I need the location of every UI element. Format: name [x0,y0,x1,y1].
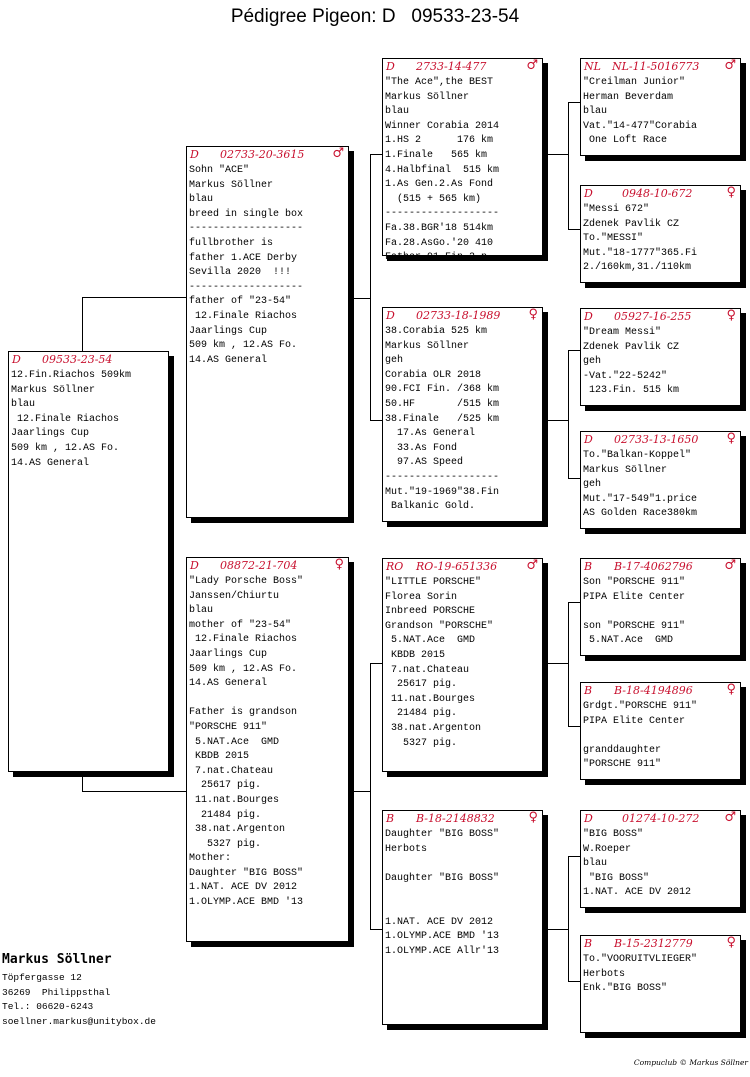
male-icon: ♂ [724,58,736,73]
country-code: D [584,310,593,323]
detail-line [385,901,540,916]
detail-line: "Lady Porsche Boss" [189,576,304,587]
detail-line: 14.AS General [189,354,268,366]
detail-line: 123.Fin. 515 km [583,385,680,397]
detail-line: Zdenek Pavlik CZ [583,341,680,353]
connector-line [82,297,83,353]
owner-address-line: Töpfergasse 12 [2,972,82,983]
connector-line [545,154,568,155]
detail-line: 1.NAT. ACE DV 2012 [385,916,494,928]
detail-line: 509 km , 12.AS Fo. [189,340,298,352]
detail-line: Enk."BIG BOSS" [583,983,668,995]
detail-line: PIPA Elite Center [583,591,686,603]
detail-line: blau [189,194,214,206]
detail-line [583,729,738,744]
pigeon-details [583,76,738,149]
ring-number: 02733-18-1989 [416,309,501,322]
detail-line: 12.Finale Riachos [11,413,120,425]
detail-line: W.Roeper [583,843,632,855]
detail-line: 11.nat.Bourges [189,794,280,806]
detail-line: 97.AS Speed [385,457,464,469]
detail-line: ------------------- [189,223,304,235]
pigeon-details [583,326,738,399]
detail-line: To."VOORUITVLIEGER" [583,954,698,965]
detail-line: 38.nat.Argenton [385,722,482,734]
detail-line: 14.AS General [189,678,268,690]
detail-line: breed in single box [189,208,304,220]
pigeon-details [189,575,346,911]
country-code: D [584,433,593,446]
detail-line: Mut."18-1777"365.Fi [583,247,698,259]
detail-line: Inbreed PORSCHE [385,606,476,618]
pigeon-details [583,449,738,522]
detail-line: 509 km , 12.AS Fo. [189,663,298,675]
detail-line: Balkanic Gold. [385,501,476,513]
detail-line: Grandson "PORSCHE" [385,620,494,632]
detail-line: Markus Söllner [189,179,274,191]
detail-line: 14.AS General [11,457,90,469]
detail-line: To."MESSI" [583,233,644,245]
male-icon: ♂ [526,58,538,73]
ring-header [584,559,736,574]
ring-header [584,186,736,201]
detail-line: (515 + 565 km) [385,193,482,205]
detail-line: 2./160km,31./110km [583,262,692,274]
detail-line: ------------------- [385,208,500,220]
ring-header [190,558,344,573]
ring-header [386,811,538,826]
detail-line: KBDB 2015 [385,649,446,661]
detail-line: One Loft Race [583,135,668,147]
owner-address-line: Tel.: 06620-6243 [2,1001,94,1012]
detail-line: blau [385,106,410,118]
connector-line [568,102,569,229]
detail-line: Jaarlings Cup [11,428,90,440]
pigeon-details [385,828,540,959]
detail-line: Vat."14-477"Corabia [583,120,698,132]
pigeon-card-dds [580,810,741,908]
pigeon-card-ddd [580,935,741,1033]
female-icon: ♀ [726,935,736,950]
connector-line [568,602,569,726]
detail-line [385,857,540,872]
connector-line [370,154,371,420]
ring-number: 08872-21-704 [220,559,298,572]
detail-line: 509 km , 12.AS Fo. [11,442,120,454]
detail-line: 7.nat.Chateau [189,765,274,777]
detail-line: Jaarlings Cup [189,648,268,660]
country-code: B [584,937,593,950]
pigeon-card-dam-sire [382,558,543,772]
country-code: D [190,559,199,572]
female-icon: ♀ [334,557,344,572]
detail-line: fullbrother is [189,237,274,249]
male-icon: ♂ [724,810,736,825]
ring-header [584,683,736,698]
female-icon: ♀ [528,307,538,322]
ring-number: 01274-10-272 [622,812,700,825]
detail-line: Fa.38.BGR'18 514km [385,222,494,234]
country-code: RO [386,560,404,573]
page-title: Pédigree Pigeon: D 09533-23-54 [230,6,520,27]
male-icon: ♂ [526,558,538,573]
detail-line: 7.nat.Chateau [385,664,470,676]
connector-line [348,791,370,792]
detail-line: 12.Finale Riachos [189,634,298,646]
detail-line: 25617 pig. [189,780,262,792]
ring-header [386,59,538,74]
pigeon-details [11,369,166,471]
ring-number: 02733-13-1650 [614,433,699,446]
detail-line: Herbots [583,968,626,980]
detail-line: 11.nat.Bourges [385,693,476,705]
country-code: D [584,812,593,825]
female-icon: ♀ [726,682,736,697]
country-code: D [12,353,21,366]
ring-number: B-17-4062796 [614,560,693,573]
detail-line: "Dream Messi" [583,327,662,338]
detail-line: blau [583,106,608,118]
detail-line: Mother: [189,853,232,865]
detail-line: 5327 pig. [385,737,458,749]
detail-line: To."Balkan-Koppel" [583,450,692,461]
pigeon-card-sire-sire [382,58,543,264]
detail-line: geh [385,355,404,367]
detail-line: "BIG BOSS" [583,829,644,840]
pigeon-details [385,325,540,515]
detail-line: Jaarlings Cup [189,325,268,337]
detail-line: 12.Finale Riachos [189,310,298,322]
detail-line: 5327 pig. [189,838,262,850]
pigeon-card-ssd [580,185,741,283]
detail-line: 38.Finale /525 km [385,413,500,425]
pigeon-card-sire-dam [382,307,543,522]
ring-number: 02733-20-3615 [220,148,305,161]
detail-line: -Vat."22-5242" [583,370,668,382]
ring-number: 09533-23-54 [42,353,113,366]
detail-line: Zdenek Pavlik CZ [583,218,680,230]
pigeon-details [583,828,738,901]
pigeon-card-dam-dam [382,810,543,1025]
detail-line [583,605,738,620]
detail-line: 90.FCI Fin. /368 km [385,384,500,396]
pigeon-details [385,76,540,266]
detail-line: Sevilla 2020 !!! [189,267,292,279]
detail-line: Markus Söllner [11,384,96,396]
country-code: B [386,812,395,825]
detail-line: Herbots [385,843,428,855]
owner-block [2,952,156,1029]
connector-line [545,663,568,664]
pigeon-details [583,203,738,276]
owner-address-line: 36269 Philippsthal [2,986,111,998]
detail-line: 21484 pig. [385,708,458,720]
detail-line: 5.NAT.Ace GMD [189,736,280,748]
detail-line: 33.As Fond [385,442,458,454]
ring-header [584,432,736,447]
ring-header [190,147,344,162]
detail-line [385,886,540,901]
connector-line [348,298,370,299]
detail-line: ------------------- [189,281,304,293]
male-icon: ♂ [332,146,344,161]
detail-line: 1.OLYMP.ACE BMD '13 [385,931,500,943]
pigeon-card-dsd [580,682,741,780]
detail-line: 4.Halbfinal 515 km [385,164,500,176]
detail-line: blau [189,605,214,617]
detail-line: 17.As General [385,428,476,440]
detail-line: mother of "23-54" [189,619,292,631]
ring-number: 05927-16-255 [614,310,692,323]
detail-line: father of "23-54" [189,296,292,308]
owner-name: Markus Söllner [2,952,112,967]
ring-header [12,352,164,367]
ring-header [584,936,736,951]
detail-line: geh [583,356,602,368]
detail-line: granddaughter [583,744,662,756]
ring-header [386,308,538,323]
detail-line: Herman Beverdam [583,91,674,103]
pigeon-details [583,700,738,773]
connector-line [568,856,569,981]
detail-line [189,692,346,707]
pigeon-card-sss [580,58,741,156]
detail-line: 5.NAT.Ace GMD [385,635,476,647]
detail-line: Markus Söllner [385,340,470,352]
detail-line: Son "PORSCHE 911" [583,577,686,588]
detail-line: geh [583,479,602,491]
detail-line: 38.nat.Argenton [189,824,286,836]
detail-line: Markus Söllner [583,464,668,476]
detail-line: father 1.ACE Derby [189,252,298,264]
detail-line: "BIG BOSS" [583,872,650,884]
pigeon-details [583,953,738,997]
ring-number: B-15-2312779 [614,937,693,950]
detail-line: Daughter "BIG BOSS" [385,872,500,884]
detail-line: 5.NAT.Ace GMD [583,635,674,647]
detail-line: KBDB 2015 [189,751,250,763]
female-icon: ♀ [726,308,736,323]
detail-line: Father is grandson [189,707,298,719]
detail-line: blau [11,399,36,411]
detail-line: 12.Fin.Riachos 509km [11,370,132,381]
female-icon: ♀ [726,185,736,200]
detail-line: ------------------- [385,471,500,483]
ring-number: 2733-14-477 [416,60,487,73]
ring-header [584,59,736,74]
detail-line: 1.OLYMP.ACE Allr'13 [385,945,500,957]
detail-line: Daughter "BIG BOSS" [385,829,500,840]
detail-line: 38.Corabia 525 km [385,326,488,337]
male-icon: ♂ [724,558,736,573]
pigeon-card-sds [580,308,741,406]
pigeon-card-subject [8,351,169,772]
detail-line: Corabia OLR 2018 [385,369,482,381]
country-code: D [190,148,199,161]
detail-line: 1.HS 2 176 km [385,135,494,147]
ring-number: B-18-2148832 [416,812,495,825]
detail-line: 1.Finale 565 km [385,149,488,161]
connector-line [568,350,569,478]
ring-number: B-18-4194896 [614,684,693,697]
owner-address-line: soellner.markus@unitybox.de [2,1015,156,1027]
owner-address [2,971,156,1029]
country-code: B [584,560,593,573]
detail-line: 1.NAT. ACE DV 2012 [189,882,298,894]
connector-line [82,297,188,298]
detail-line: Winner Corabia 2014 [385,120,500,132]
pigeon-card-sdd [580,431,741,529]
detail-line: "PORSCHE 911" [583,759,662,771]
country-code: D [584,187,593,200]
detail-line: Markus Söllner [385,91,470,103]
connector-line [82,791,188,792]
ring-header [386,559,538,574]
detail-line: "LITTLE PORSCHE" [385,577,482,588]
pigeon-details [189,164,346,368]
detail-line: AS Golden Race380km [583,508,698,520]
female-icon: ♀ [528,810,538,825]
country-code: D [386,60,395,73]
detail-line: "PORSCHE 911" [189,721,268,733]
detail-line: Fa.28.AsGo.'20 410 [385,237,494,249]
pigeon-details [385,576,540,751]
detail-line: Daughter "BIG BOSS" [189,867,304,879]
detail-line: 1.OLYMP.ACE BMD '13 [189,897,304,909]
detail-line: Janssen/Chiurtu [189,590,280,602]
detail-line: Florea Sorin [385,591,458,603]
detail-line: 21484 pig. [189,809,262,821]
detail-line: 1.NAT. ACE DV 2012 [583,887,692,899]
pigeon-card-dam [186,557,349,942]
ring-number: NL-11-5016773 [612,60,700,73]
country-code: NL [584,60,601,73]
detail-line: Mut."17-549"1.price [583,493,698,505]
detail-line: "Creilman Junior" [583,77,686,88]
detail-line: "Messi 672" [583,204,650,215]
footer-credit: Compuclub © Markus Söllner [633,1058,748,1067]
country-code: B [584,684,593,697]
detail-line: 1.As Gen.2.As Fond [385,179,494,191]
detail-line: 50.HF /515 km [385,398,500,410]
detail-line: "The Ace",the BEST [385,77,494,88]
pigeon-card-dss [580,558,741,656]
country-code: D [386,309,395,322]
detail-line: Grdgt."PORSCHE 911" [583,701,698,712]
ring-header [584,309,736,324]
detail-line: Sohn "ACE" [189,165,250,176]
ring-header [584,811,736,826]
connector-line [545,420,568,421]
ring-number: RO-19-651336 [416,560,498,573]
connector-line [370,663,371,929]
detail-line: PIPA Elite Center [583,715,686,727]
ring-number: 0948-10-672 [622,187,693,200]
detail-line: blau [583,858,608,870]
pigeon-card-sire [186,146,349,518]
detail-line: Mut."19-1969"38.Fin [385,486,500,498]
female-icon: ♀ [726,431,736,446]
detail-line: 25617 pig. [385,679,458,691]
detail-line: son "PORSCHE 911" [583,620,686,632]
pigeon-details [583,576,738,649]
detail-line: Father 91.Fin 2 p [385,252,488,264]
connector-line [545,929,568,930]
